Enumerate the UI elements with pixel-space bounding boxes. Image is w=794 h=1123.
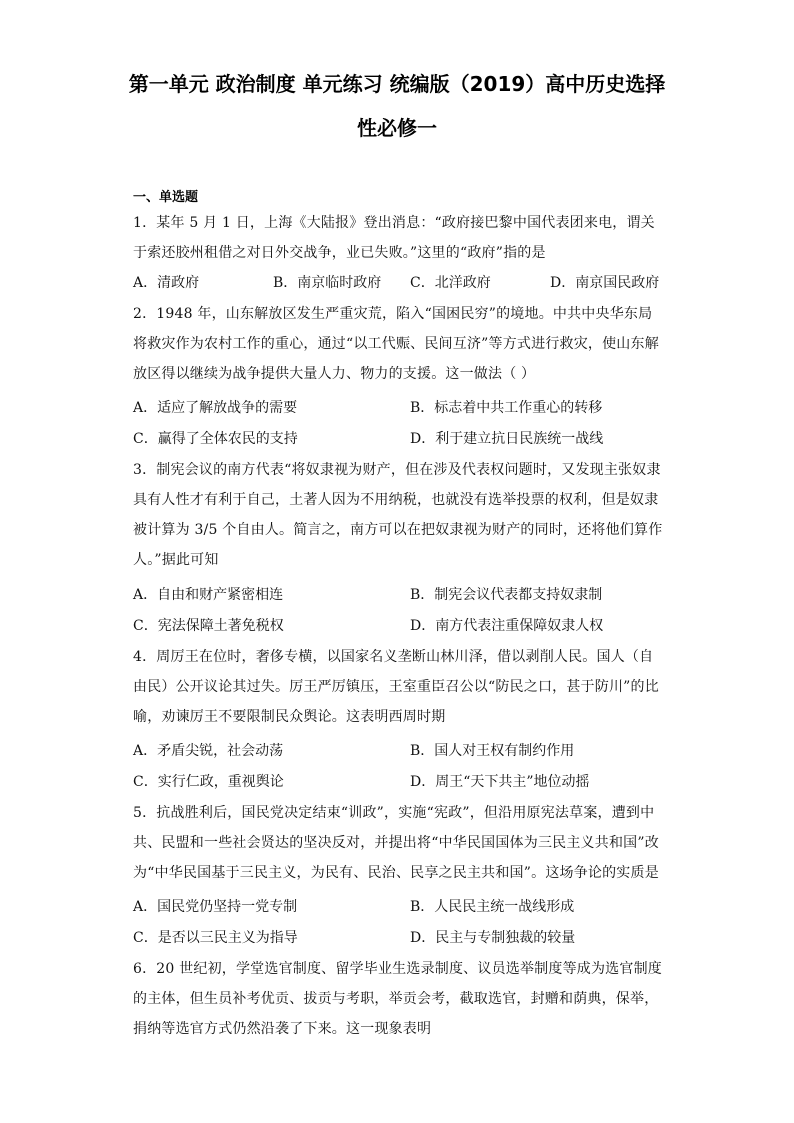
question-3-option-c: C．宪法保障土著免税权	[133, 618, 284, 634]
question-5-option-b: B．人民民主统一战线形成	[410, 899, 575, 915]
question-2-stem: 2．1948 年，山东解放区发生严重灾荒，陷入“国困民穷”的境地。中共中央华东局将救灾作为农村工作的重心，通过“以工代赈、民间互济”等方式进行救灾，使山东解放区得以继续为战争提供大量人力、物力的支援。这一做法（ ）	[133, 306, 659, 382]
question-5-stem: 5．抗战胜利后，国民党决定结束“训政”，实施“宪政”，但沿用原宪法草案，遭到中共、民盟和一些社会贤达的坚决反对，并提出将“中华民国国体为三民主义共和国”改为“中华民国基于三民主义，为民有、民治、民享之民主共和国”。这场争论的实质是	[133, 805, 659, 881]
question-4-option-b: B．国人对王权有制约作用	[410, 743, 575, 759]
document-title-line-2: 性必修一	[357, 116, 437, 140]
question-3-options-row-2	[133, 611, 673, 641]
question-1-stem: 1．某年 5 月 1 日，上海《大陆报》登出消息：“政府接巴黎中国代表团来电，谓关于索还胶州租借之对日外交战争，业已失败。”这里的“政府”指的是	[133, 215, 655, 261]
question-4-option-a: A．矛盾尖锐，社会动荡	[133, 743, 284, 759]
question-3-option-d: D．南方代表注重保障奴隶人权	[410, 618, 604, 634]
document-title-line-1: 第一单元 政治制度 单元练习 统编版（2019）高中历史选择	[128, 72, 666, 96]
question-4-option-c: C．实行仁政，重视舆论	[133, 774, 284, 790]
question-4-options-row-2	[133, 767, 673, 797]
question-1-option-c: C．北洋政府	[410, 275, 491, 291]
question-2-option-c: C．赢得了全体农民的支持	[133, 431, 298, 447]
question-5-option-d: D．民主与专制独裁的较量	[410, 930, 576, 946]
question-6-stem: 6．20 世纪初，学堂选官制度、留学毕业生选录制度、议员选举制度等成为选官制度的主体，但生员补考优贡、拔贡与考职，举贡会考，截取选官，封赠和荫典，保举，捐纳等选官方式仍然沿袭了下来。这一现象表明	[133, 961, 662, 1037]
section-heading: 一、单选题	[133, 190, 199, 205]
question-1-option-a: A．清政府	[133, 275, 200, 291]
question-5-options-row-2	[133, 923, 673, 953]
question-1-options	[133, 268, 673, 298]
question-5-option-c: C．是否以三民主义为指导	[133, 930, 298, 946]
question-5-options-row-1	[133, 892, 673, 922]
question-5-option-a: A．国民党仍坚持一党专制	[133, 899, 298, 915]
question-3-options-row-1	[133, 580, 673, 610]
question-4-option-d: D．周王“天下共主”地位动摇	[410, 774, 590, 790]
question-1-option-b: B．南京临时政府	[273, 275, 382, 291]
question-3-stem: 3．制宪会议的南方代表“将奴隶视为财产，但在涉及代表权问题时，又发现主张奴隶具有人性才有利于自己，土著人因为不用纳税，也就没有选举投票的权利，但是奴隶被计算为 3/5 个自由人。简言之，南方可以在把奴隶视为财产的同时，还将他们算作人。”据此可知	[133, 462, 663, 568]
question-2-option-a: A．适应了解放战争的需要	[133, 400, 298, 416]
question-2-options-row-2	[133, 424, 673, 454]
question-3-option-b: B．制宪会议代表都支持奴隶制	[410, 587, 603, 603]
question-2-option-b: B．标志着中共工作重心的转移	[410, 400, 603, 416]
question-4-stem: 4．周厉王在位时，奢侈专横，以国家名义垄断山林川泽，借以剥削人民。国人（自由民）公开议论其过失。厉王严厉镇压，王室重臣召公以“防民之口，甚于防川”的比喻，劝谏厉王不要限制民众舆论。这表明西周时期	[133, 649, 659, 725]
question-3-option-a: A．自由和财产紧密相连	[133, 587, 284, 603]
question-2-options-row-1	[133, 393, 673, 423]
question-4-options-row-1	[133, 736, 673, 766]
question-2-option-d: D．利于建立抗日民族统一战线	[410, 431, 604, 447]
question-1-option-d: D．南京国民政府	[550, 275, 660, 291]
